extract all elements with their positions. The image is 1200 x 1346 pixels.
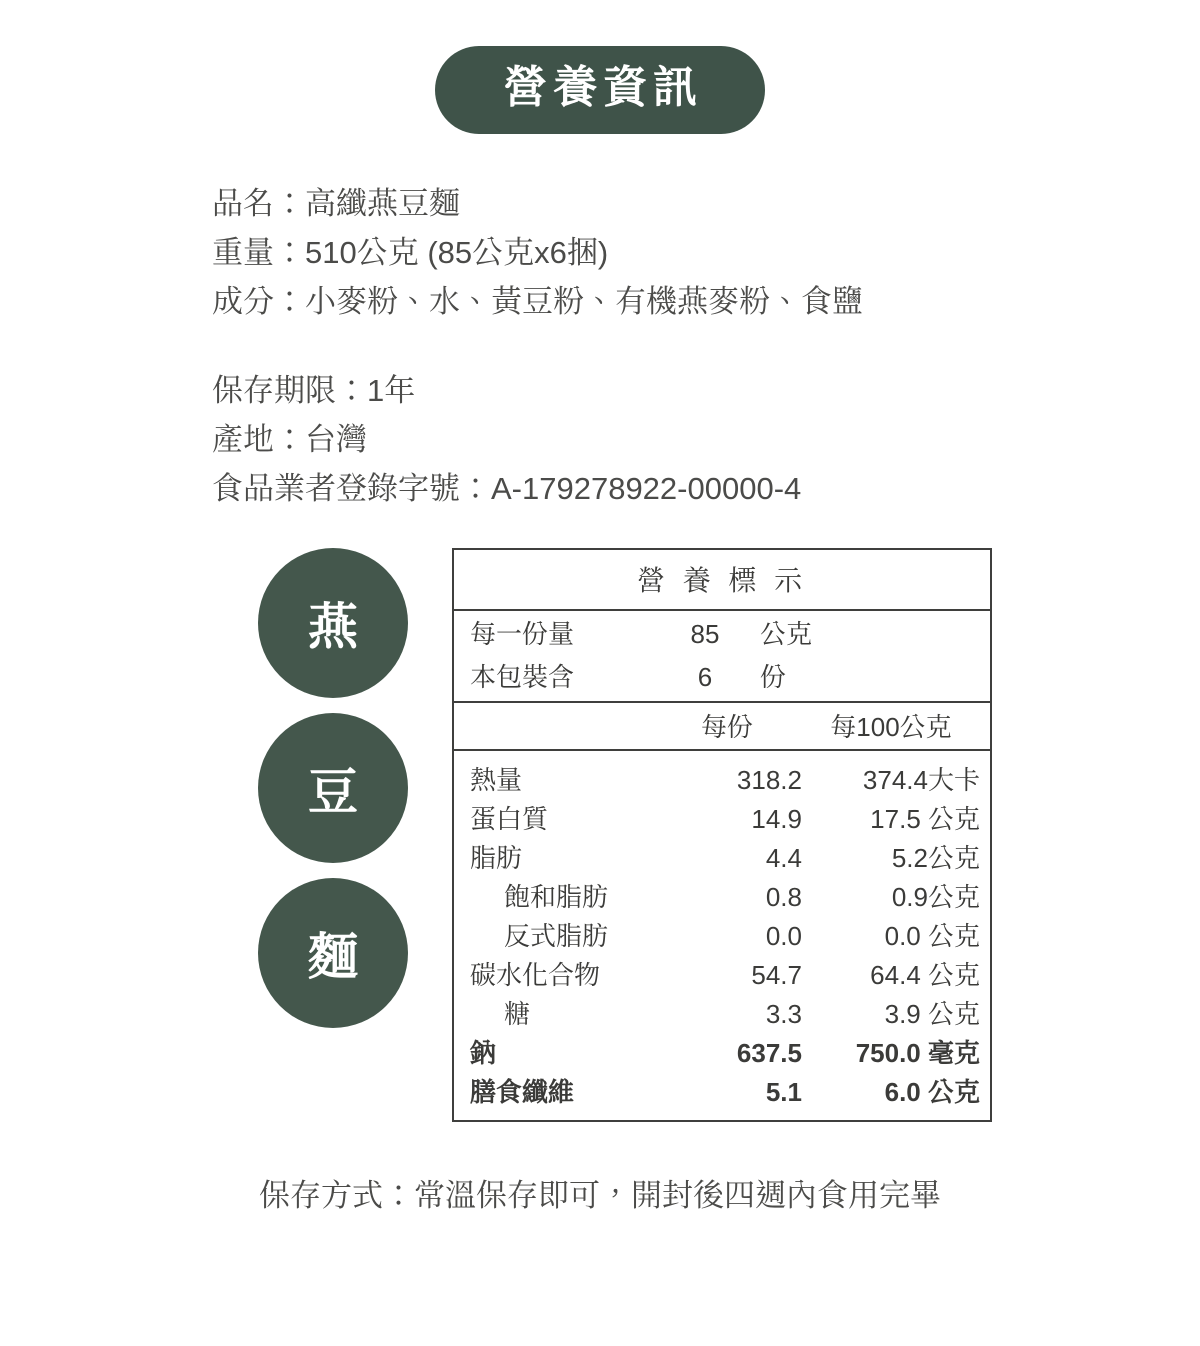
origin-line: 產地：台灣 xyxy=(212,421,367,457)
table-row xyxy=(454,993,990,1032)
nutrient-per-serving: 318.2 xyxy=(736,764,802,795)
nutrient-name: 蛋白質 xyxy=(470,803,549,834)
nutrient-name: 脂肪 xyxy=(470,842,523,873)
nutrient-name: 糖 xyxy=(504,998,531,1029)
nutrient-name: 碳水化合物 xyxy=(470,959,601,990)
serving-size-row xyxy=(454,611,990,654)
product-weight-line: 重量：510公克 (85公克x6捆) xyxy=(212,234,609,270)
column-header-per-100g: 每100公克 xyxy=(830,711,952,742)
column-header-per-serving: 每份 xyxy=(700,711,753,742)
nutrient-per-100g: 0.0 公克 xyxy=(884,920,980,951)
serving-size-unit: 公克 xyxy=(760,618,813,649)
product-name-line: 品名：高纖燕豆麵 xyxy=(212,186,460,221)
nutrient-per-serving: 4.4 xyxy=(765,842,802,873)
nutrition-column-headers xyxy=(454,703,990,751)
serving-size-value: 85 xyxy=(690,618,720,649)
nutrient-per-100g: 17.5 公克 xyxy=(870,803,980,834)
nutrient-per-100g: 3.9 公克 xyxy=(884,998,980,1029)
page-header xyxy=(0,0,1200,134)
nutrient-per-serving: 0.8 xyxy=(765,881,802,912)
nutrient-per-100g: 5.2公克 xyxy=(891,842,980,873)
nutrition-section xyxy=(0,548,1200,1128)
table-row xyxy=(454,954,990,993)
servings-per-package-unit: 份 xyxy=(760,661,787,692)
servings-per-package-value: 6 xyxy=(697,661,713,692)
nutrient-per-serving: 3.3 xyxy=(765,998,802,1029)
badge-noodle: 麵 xyxy=(258,878,408,1028)
nutrition-rows xyxy=(454,751,990,1120)
nutrient-per-100g: 750.0 毫克 xyxy=(855,1037,980,1068)
nutrient-per-100g: 64.4 公克 xyxy=(870,959,980,990)
storage-instructions: 保存方式：常溫保存即可，開封後四週內食用完畢 xyxy=(259,1177,941,1213)
nutrition-table xyxy=(452,548,992,1122)
nutrient-per-serving: 54.7 xyxy=(751,959,802,990)
nutrient-name: 飽和脂肪 xyxy=(504,881,609,912)
product-ingredients-line: 成分：小麥粉、水、黃豆粉、有機燕麥粉、食鹽 xyxy=(212,283,863,319)
nutrient-name: 反式脂肪 xyxy=(504,920,609,951)
nutrient-per-serving: 5.1 xyxy=(765,1076,802,1107)
page-title: 營養資訊 xyxy=(435,46,765,134)
nutrient-name: 熱量 xyxy=(470,764,523,795)
table-row xyxy=(454,1071,990,1110)
column-header-spacer xyxy=(454,707,652,744)
product-info xyxy=(212,180,1092,514)
registration-number-line: 食品業者登錄字號：A-179278922-00000-4 xyxy=(212,470,802,506)
nutrient-name: 鈉 xyxy=(470,1037,497,1068)
nutrient-per-100g: 6.0 公克 xyxy=(884,1076,980,1107)
info-spacer xyxy=(212,327,1092,367)
serving-block xyxy=(454,611,990,703)
badge-oat: 燕 xyxy=(258,548,408,698)
table-row xyxy=(454,837,990,876)
nutrient-per-serving: 637.5 xyxy=(736,1037,802,1068)
servings-per-package-row xyxy=(454,654,990,697)
badge-bean: 豆 xyxy=(258,713,408,863)
nutrient-per-serving: 14.9 xyxy=(751,803,802,834)
shelf-life-line: 保存期限：1年 xyxy=(212,372,416,408)
nutrient-name: 膳食纖維 xyxy=(470,1076,575,1107)
nutrient-per-100g: 374.4大卡 xyxy=(862,764,980,795)
nutrient-per-100g: 0.9公克 xyxy=(891,881,980,912)
table-row xyxy=(454,915,990,954)
nutrient-per-serving: 0.0 xyxy=(765,920,802,951)
badge-column xyxy=(258,548,458,1043)
servings-per-package-label: 本包裝含 xyxy=(470,661,575,692)
table-row xyxy=(454,876,990,915)
nutrition-table-title: 營 養 標 示 xyxy=(454,550,990,611)
serving-size-label: 每一份量 xyxy=(470,618,575,649)
table-row xyxy=(454,1032,990,1071)
table-row xyxy=(454,759,990,798)
table-row xyxy=(454,798,990,837)
